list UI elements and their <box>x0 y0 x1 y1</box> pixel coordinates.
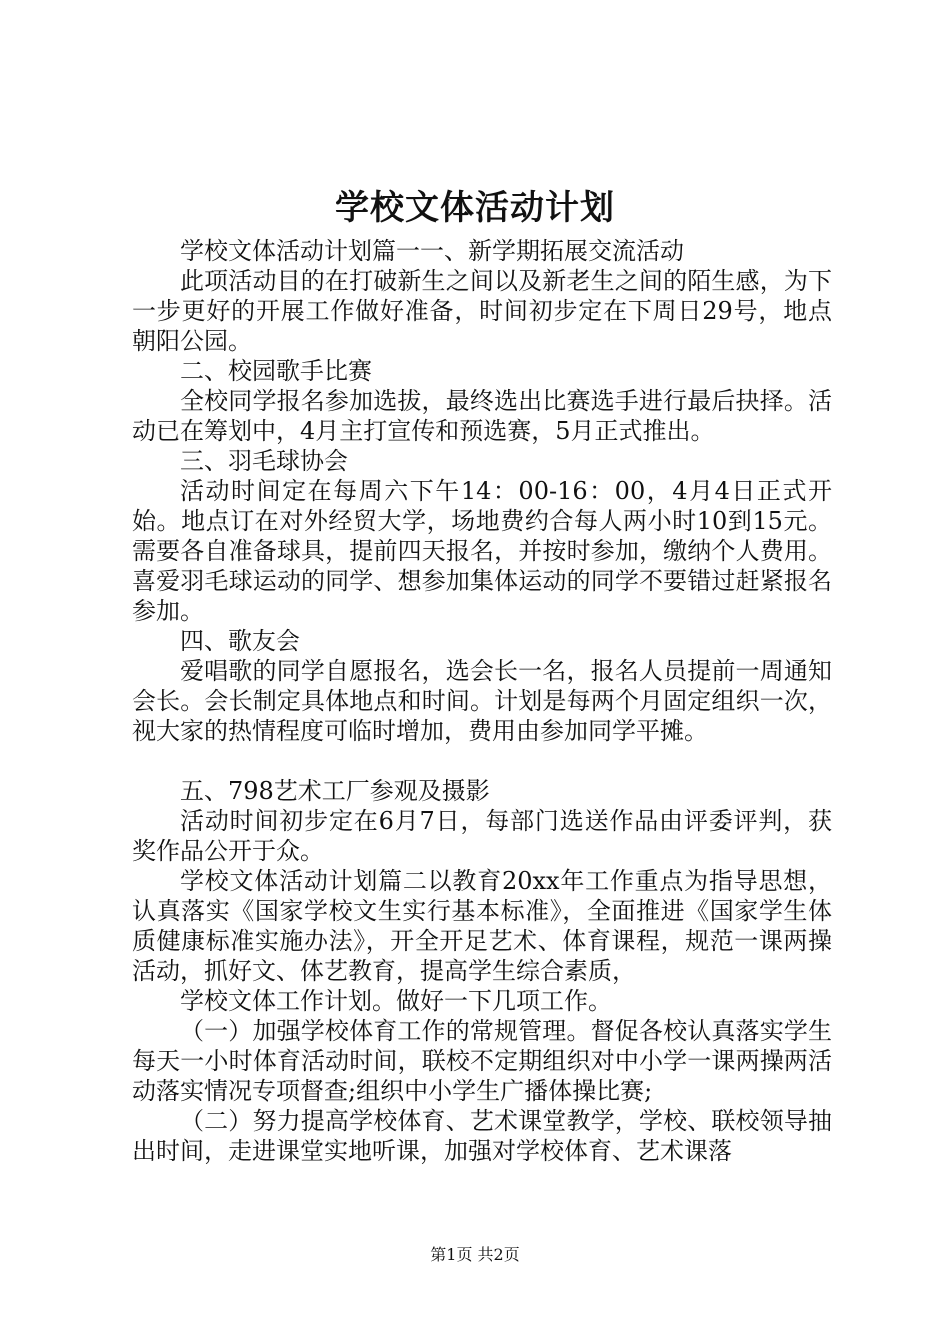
paragraph-14: （二）努力提高学校体育、艺术课堂教学，学校、联校领导抽出时间，走进课堂实地听课，加强对学校体育、艺术课落 <box>132 1107 832 1165</box>
paragraph-12: 学校文体工作计划。做好一下几项工作。 <box>180 987 612 1015</box>
paragraph-3: 二、校园歌手比赛 <box>180 357 372 385</box>
paragraph-6: 活动时间定在每周六下午14：00-16：00，4月4日正式开始。地点订在对外经贸大学，场地费约合每人两小时10到15元。需要各自准备球具，提前四天报名，并按时参加，缴纳个人费用。喜爱羽毛球运动的同学、想参加集体运动的同学不要错过赶紧报名参加。 <box>132 477 832 625</box>
paragraph-9: 五、798艺术工厂参观及摄影 <box>180 777 490 805</box>
document-title: 学校文体活动计划 <box>335 188 615 228</box>
page-indicator: 第1页 共2页 <box>430 1245 520 1264</box>
paragraph-1: 学校文体活动计划篇一一、新学期拓展交流活动 <box>180 237 684 265</box>
paragraph-13: （一）加强学校体育工作的常规管理。督促各校认真落实学生每天一小时体育活动时间，联校不定期组织对中小学一课两操两活动落实情况专项督查;组织中小学生广播体操比赛; <box>132 1017 832 1105</box>
paragraph-4: 全校同学报名参加选拔，最终选出比赛选手进行最后抉择。活动已在筹划中，4月主打宣传和预选赛，5月正式推出。 <box>132 387 832 445</box>
paragraph-8: 爱唱歌的同学自愿报名，选会长一名，报名人员提前一周通知会长。会长制定具体地点和时间。计划是每两个月固定组织一次，视大家的热情程度可临时增加，费用由参加同学平摊。 <box>132 657 832 745</box>
paragraph-11: 学校文体活动计划篇二以教育20xx年工作重点为指导思想，认真落实《国家学校文生实行基本标准》，全面推进《国家学生体质健康标准实施办法》，开全开足艺术、体育课程，规范一课两操活动，抓好文、体艺教育，提高学生综合素质， <box>132 867 832 985</box>
paragraph-10: 活动时间初步定在6月7日，每部门选送作品由评委评判，获奖作品公开于众。 <box>132 807 832 865</box>
paragraph-5: 三、羽毛球协会 <box>180 447 348 475</box>
document-body <box>132 236 832 1166</box>
paragraph-2: 此项活动目的在打破新生之间以及新老生之间的陌生感，为下一步更好的开展工作做好准备，时间初步定在下周日29号，地点朝阳公园。 <box>132 267 832 355</box>
paragraph-7: 四、歌友会 <box>180 627 300 655</box>
